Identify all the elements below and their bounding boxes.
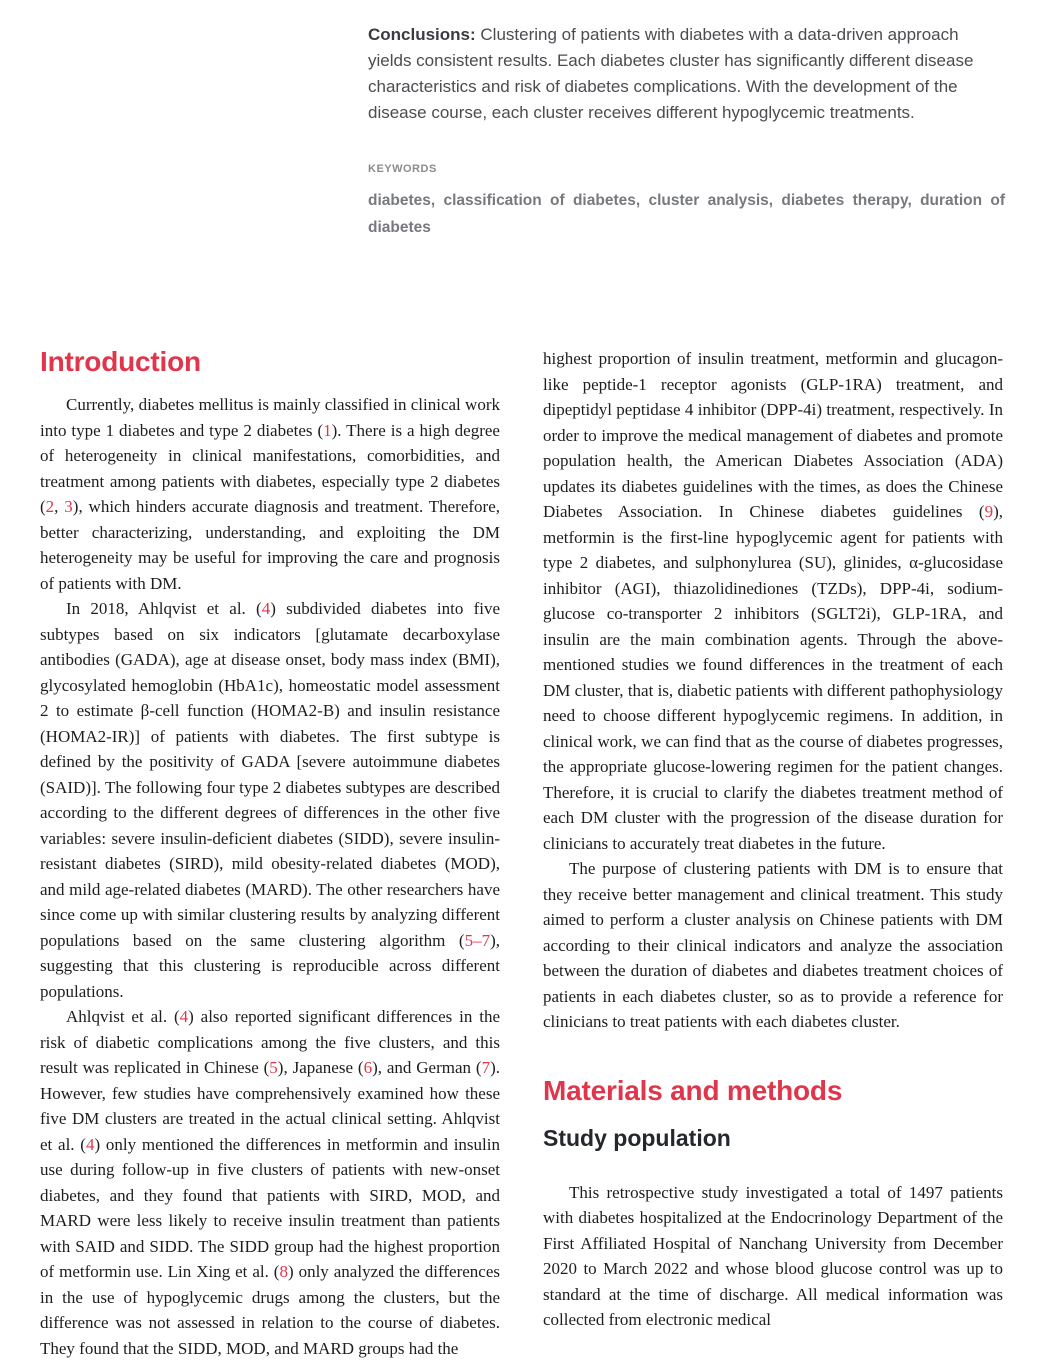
citation-ref[interactable]: 5 <box>269 1058 278 1077</box>
citation-ref[interactable]: 6 <box>363 1058 373 1077</box>
study-population-paragraph: This retrospective study investigated a total of 1497 patients with diabetes hospitalized at the Endocrinology Department of the First Affiliated Hospital of Nanchang University from December 2020 to March 2022 and whose blood glucose control was up to standard at the time of discharge. All medical information was collected from electronic medical <box>543 1182 1003 1329</box>
citation-ref[interactable]: 1 <box>323 420 332 440</box>
citation-ref[interactable]: 5–7 <box>464 930 491 950</box>
purpose-paragraph: The purpose of clustering patients with DM is to ensure that they receive better management and clinical treatment. This study aimed to perform a cluster analysis on Chinese patients with DM according to their clinical indicators and analyze the association between the duration of diabetes and diabetes treatment choices of patients in each diabetes cluster, so as to provide a reference for clinicians to treat patients with each diabetes cluster. <box>543 859 1003 1031</box>
keywords-label: KEYWORDS <box>368 163 437 175</box>
citation-ref[interactable]: 7 <box>481 1058 491 1077</box>
intro-paragraph: Currently, diabetes mellitus is mainly classified in clinical work into type 1 diabetes and type 2 diabetes (1). There is a high degree of heterogeneity in clinical manifestations, comorbidities, and treatment among patients with diabetes, especially type 2 diabetes (2, 3), which hinders accurate diagnosis and treatment. Therefore, better characterizing, understanding, and exploiting the DM heterogeneity may be useful for improving the care and prognosis of patients with DM. <box>40 395 500 593</box>
intro-continuation-paragraph: highest proportion of insulin treatment, metformin and glucagon-like peptide-1 receptor agonists (GLP-1RA) treatment, and dipeptidyl peptidase 4 inhibitor (DPP-4i) treatment, respectively. In order to improve the medical management of diabetes and promote population health, the American Diabetes Association (ADA) updates its diabetes guidelines with the times, as does the Chinese Diabetes Association. In Chinese diabetes guidelines (9), metformin is the first-line hypoglycemic agent for patients with type 2 diabetes, and sulphonylurea (SU), glinides, α-glucosidase inhibitor (AGI), thiazolidinediones (TZDs), DPP-4i, sodium-glucose co-transporter 2 inhibitors (SGLT2i), GLP-1RA, and insulin are the main combination agents. Through the above-mentioned studies we found differences in the treatment of each DM cluster, that is, diabetic patients with different pathophysiology need to choose different hypoglycemic regimens. In addition, in clinical work, we can find that as the course of diabetes progresses, the appropriate glucose-lowering regimen for the patient changes. Therefore, it is crucial to clarify the diabetes treatment method of each DM cluster with the progression of the disease duration for clinicians to accurately treat diabetes in the future. <box>543 349 1003 853</box>
methods-heading: Materials and methods <box>543 1074 843 1106</box>
keywords-text: diabetes, classification of diabetes, cluster analysis, diabetes therapy, duration of diabetes <box>368 192 1005 236</box>
conclusions-label: Conclusions: <box>368 25 476 44</box>
citation-ref[interactable]: 4 <box>85 1134 95 1154</box>
left-column <box>40 346 500 1361</box>
abstract-section <box>368 22 1005 241</box>
conclusions-text: Clustering of patients with diabetes with a data-driven approach yields consistent results. Each diabetes cluster has significantly different disease characteristics and risk of diabetes complications. With the development of the disease course, each cluster receives different hypoglycemic treatments. <box>368 25 974 122</box>
abstract-conclusions-paragraph <box>368 22 1005 126</box>
right-column <box>543 346 1003 1361</box>
citation-ref[interactable]: 8 <box>279 1262 288 1281</box>
citation-ref[interactable]: 4 <box>261 599 271 618</box>
citation-ref[interactable]: 2 <box>45 497 55 516</box>
citation-ref[interactable]: 4 <box>179 1007 189 1026</box>
introduction-heading: Introduction <box>40 346 201 377</box>
citation-ref[interactable]: 3 <box>64 497 73 516</box>
intro-paragraph: In 2018, Ahlqvist et al. (4) subdivided diabetes into five subtypes based on six indicators [glutamate decarboxylase antibodies (GADA), age at disease onset, body mass index (BMI), glycosylated hemoglobin (HbA1c), homeostatic model assessment 2 to estimate β-cell function (HOMA2-B) and insulin resistance (HOMA2-IR)] of patients with diabetes. The first subtype is defined by the positivity of GADA [severe autoimmune diabetes (SAID)]. The following four type 2 diabetes subtypes are described according to the different degrees of differences in the other five variables: severe insulin-deficient diabetes (SIDD), severe insulin-resistant diabetes (SIRD), mild obesity-related diabetes (MOD), and mild age-related diabetes (MARD). The other researchers have since come up with similar clustering results by analyzing different populations based on the same clustering algorithm (5–7), suggesting that this clustering is reproducible across different populations. <box>40 599 501 1001</box>
two-column-body <box>40 346 1003 1361</box>
intro-paragraph: Ahlqvist et al. (4) also reported significant differences in the risk of diabetic complications among the five clusters, and this result was replicated in Chinese (5), Japanese (6), and German (7). However, few studies have comprehensively examined how these five DM clusters are treated in the actual clinical setting. Ahlqvist et al. (4) only mentioned the differences in metformin and insulin use during follow-up in five clusters of patients with new-onset diabetes, and they found that patients with SIRD, MOD, and MARD were less likely to receive insulin treatment than patients with SAID and SIDD. The SIDD group had the highest proportion of metformin use. Lin Xing et al. (8) only analyzed the differences in the use of hypoglycemic drugs among the clusters, but the difference was not assessed in relation to the course of diabetes. They found that the SIDD, MOD, and MARD groups had the <box>40 1007 501 1358</box>
study-population-subheading: Study population <box>543 1124 731 1151</box>
citation-ref[interactable]: 9 <box>984 502 994 521</box>
